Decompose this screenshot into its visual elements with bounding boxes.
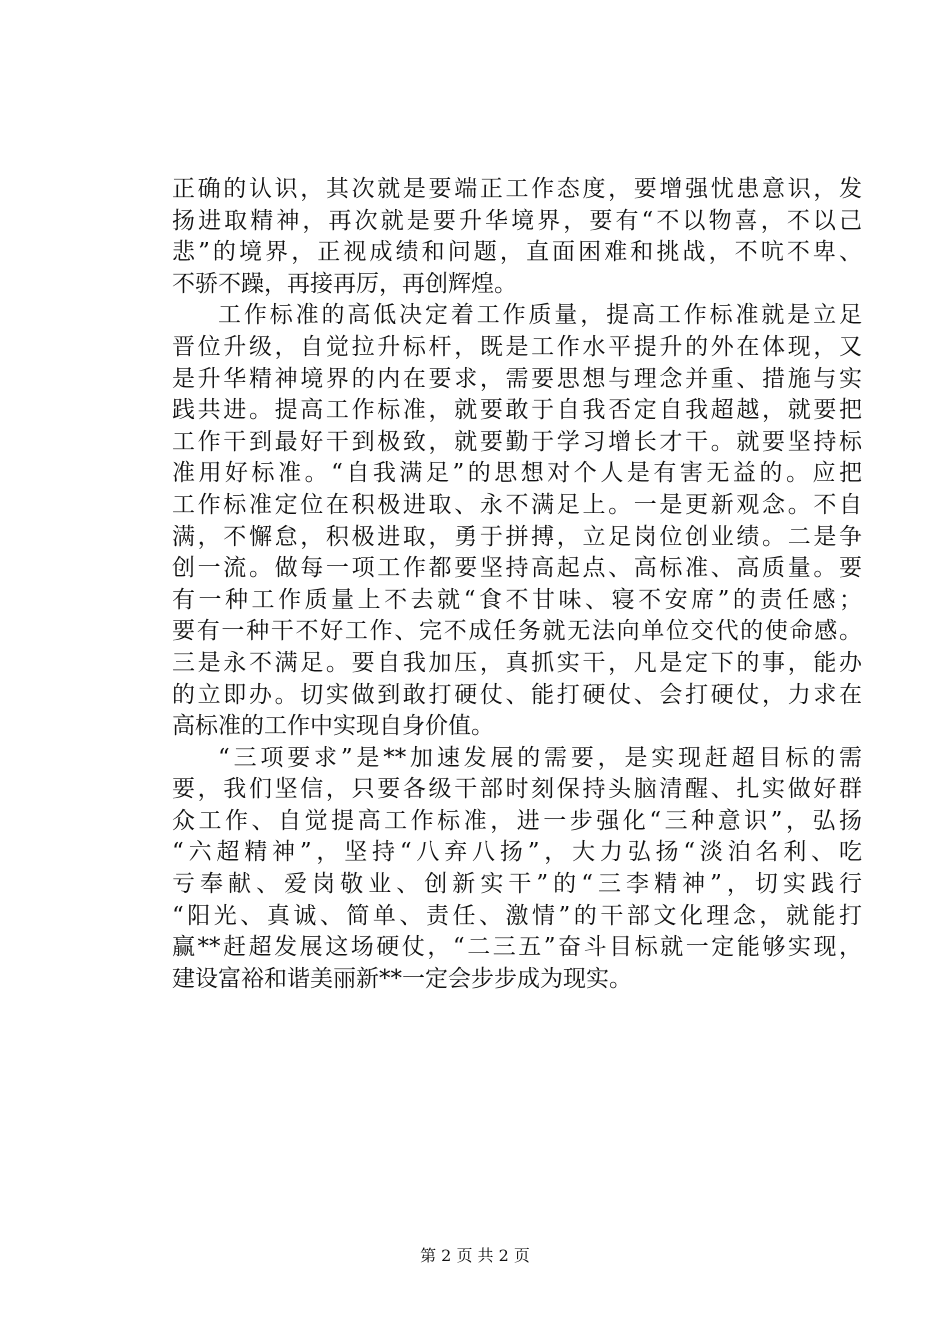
paragraph xyxy=(172,743,862,996)
text-line: 晋位升级，自觉拉升标杆，既是工作水平提升的外在体现，又 xyxy=(172,333,862,360)
text-line: 的立即办。切实做到敢打硬仗、能打硬仗、会打硬仗，力求在 xyxy=(172,681,862,708)
text-line: 悲”的境界，正视成绩和问题，直面困难和挑战，不吭不卑、 xyxy=(172,239,862,266)
text-line: 建设富裕和谐美丽新**一定会步步成为现实。 xyxy=(172,965,632,992)
text-line: 工作标准的高低决定着工作质量，提高工作标准就是立足 xyxy=(218,302,862,329)
text-line: 满，不懈怠，积极进取，勇于拼搏，立足岗位创业绩。二是争 xyxy=(172,523,862,550)
page-footer: 第 2 页 共 2 页 xyxy=(420,1246,530,1265)
text-line: 不骄不躁，再接再厉，再创辉煌。 xyxy=(172,270,517,297)
text-line: 工作干到最好干到极致，就要勤于学习增长才干。就要坚持标 xyxy=(172,428,862,455)
text-line: “三项要求”是**加速发展的需要，是实现赶超目标的需 xyxy=(218,744,862,771)
text-line: “阳光、真诚、简单、责任、激情”的干部文化理念，就能打 xyxy=(172,902,862,929)
text-line: 扬进取精神，再次就是要升华境界，要有“不以物喜，不以己 xyxy=(172,207,862,234)
text-line: “六超精神”，坚持“八弃八扬”，大力弘扬“淡泊名利、吃 xyxy=(172,839,862,866)
paragraph xyxy=(172,174,862,300)
text-line: 工作标准定位在积极进取、永不满足上。一是更新观念。不自 xyxy=(172,491,862,518)
text-line: 要有一种干不好工作、完不成任务就无法向单位交代的使命感。 xyxy=(172,618,862,645)
text-line: 赢**赶超发展这场硬仗，“二三五”奋斗目标就一定能够实现， xyxy=(172,934,862,961)
text-line: 亏奉献、爱岗敬业、创新实干”的“三李精神”，切实践行 xyxy=(172,871,862,898)
text-line: 三是永不满足。要自我加压，真抓实干，凡是定下的事，能办 xyxy=(172,649,862,676)
text-line: 众工作、自觉提高工作标准，进一步强化“三种意识”，弘扬 xyxy=(172,807,862,834)
text-line: 高标准的工作中实现自身价值。 xyxy=(172,713,494,740)
text-line: 准用好标准。“自我满足”的思想对个人是有害无益的。应把 xyxy=(172,460,862,487)
text-line: 要，我们坚信，只要各级干部时刻保持头脑清醒、扎实做好群 xyxy=(172,776,862,803)
text-line: 是升华精神境界的内在要求，需要思想与理念并重、措施与实 xyxy=(172,365,862,392)
paragraph xyxy=(172,300,862,742)
text-line: 践共进。提高工作标准，就要敢于自我否定自我超越，就要把 xyxy=(172,397,862,424)
text-line: 正确的认识，其次就是要端正工作态度，要增强忧患意识，发 xyxy=(172,176,862,202)
body-text xyxy=(172,174,862,995)
text-line: 创一流。做每一项工作都要坚持高起点、高标准、高质量。要 xyxy=(172,555,862,582)
text-line: 有一种工作质量上不去就“食不甘味、寝不安席”的责任感； xyxy=(172,586,862,613)
